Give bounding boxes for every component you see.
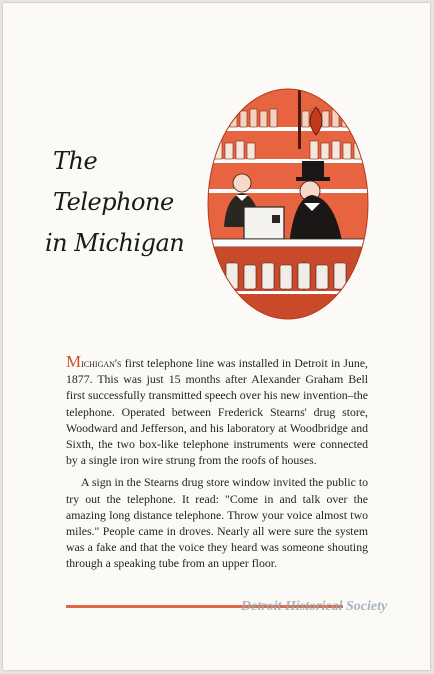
paragraph-2: A sign in the Stearns drug store window invited the public to try out the telephone. It read: "Come in and talk over the amazing long distance telephone. Throw your voice almost two miles." People came in droves. Nearly all were sure the system was a fake and that the voice they heard was someone shouting through a speaking tube from an upper floor. bbox=[66, 475, 368, 571]
title-line-1: The bbox=[53, 147, 98, 175]
paragraph-1 bbox=[66, 353, 368, 468]
document-page bbox=[3, 3, 430, 670]
title-line-2: Telephone bbox=[53, 188, 174, 216]
title-line-3: in Michigan bbox=[45, 229, 185, 257]
drugstore-telephone-illustration bbox=[206, 87, 370, 321]
lead-smallcaps: ichigan's bbox=[81, 356, 122, 370]
watermark: Detroit Historical Society bbox=[241, 599, 388, 614]
drop-cap: M bbox=[66, 352, 82, 371]
page-title bbox=[45, 141, 184, 264]
paragraph-1-text: first telephone line was installed in Detroit in June, 1877. This was just 15 months after Alexander Graham Bell first successfully transmitted speech over his new invention–the telephone. Operated between Frederick Stearns' drug store, Woodward and Jefferson, and his laboratory at Woodbridge and Sixth, the two box-like telephone instruments were connected by a single iron wire strung from the roofs of houses. bbox=[66, 356, 368, 468]
article-body bbox=[66, 353, 368, 572]
